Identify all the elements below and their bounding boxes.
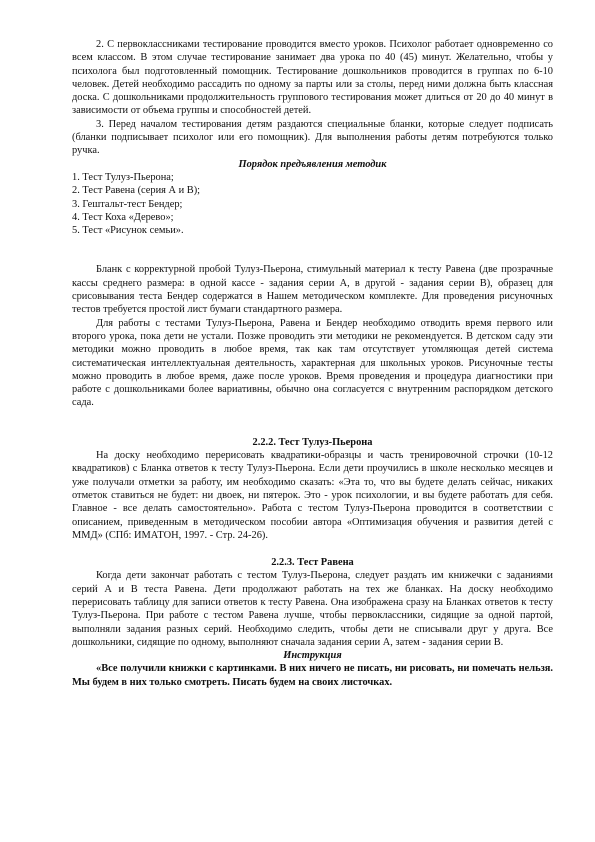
document-page	[72, 38, 553, 689]
paragraph-raven: Когда дети закончат работать с тестом Тулуз-Пьерона, следует раздать им книжечки с заданиями серий А и В теста Равена. Дети продолжают работать на тех же бланках. На доску необходимо перерисовать таблицу для записи ответов к тесту Равена. Она изображена сразу на Бланках ответов к тесту Тулуз-Пьерона. При работе с тестом Равена лучше, чтобы первоклассники, сидящие за одной партой, выполняли задания разных серий. Необходимо следить, чтобы дети не списывали друг у друга. Все дошкольники, сидящие по одному, выполняют сначала задания серии А, затем - задания серии В.	[72, 570, 553, 648]
section-heading-raven: 2.2.3. Тест Равена	[271, 557, 354, 569]
list-item: 5. Тест «Рисунок семьи».	[72, 225, 184, 237]
spacer	[72, 542, 553, 556]
spacer	[72, 237, 553, 263]
list-item: 3. Гештальт-тест Бендер;	[72, 198, 183, 210]
list-item: 1. Тест Тулуз-Пьерона;	[72, 171, 174, 183]
list-item: 2. Тест Равена (серия А и В);	[72, 185, 201, 197]
paragraph-timing: Для работы с тестами Тулуз-Пьерона, Равена и Бендер необходимо отводить время первого или второго урока, пока дети не устали. Позже проводить эти методики не рекомендуется. В детском саду эти методики можно проводить в любое время, так как там отсутствует утомляющая детей система систематическая интеллектуальная деятельность, характерная для школьных уроков. Рисуночные тесты можно проводить в любое время, даже после уроков. Время проведения и процедура диагностики при работе с дошкольниками более вариативны, обычно она согласуется с внутренним распорядком детского сада.	[72, 317, 553, 409]
section-heading-toulouse: 2.2.2. Тест Тулуз-Пьерона	[252, 436, 373, 448]
methods-list	[72, 171, 553, 237]
paragraph-toulouse: На доску необходимо перерисовать квадратики-образцы и часть тренировочной строчки (10-12 квадратиков) с Бланка ответов к тесту Тулуз-Пьерона. Если дети проучились в школе несколько месяцев и уже получали отметки за работу, им необходимо сказать: «Эта то, что вы будете делать сейчас, никаких отметок ставиться не будет: ни двоек, ни пятерок. Это - урок психологии, и вы будете работать для себя. Главное - все делать самостоятельно». Работа с тестом Тулуз-Пьерона проводится в соответствии с описанием, приведенным в методическом пособии автора «Оптимизация обучения и развития детей с ММД» (СПб: ИМАТОН, 1997. - Стр. 24-26).	[72, 450, 553, 541]
paragraph-first-graders: 2. С первоклассниками тестирование проводится вместо уроков. Психолог работает одновременно со всем классом. В этом случае тестирование занимает два урока по 40 (45) минут. Желательно, чтобы у психолога был подготовленный помощник. Тестирование дошкольников проводится в группах по 6-10 человек. Детей необходимо рассадить по одному за парты или за столы, перед ними должна быть классная доска. С дошкольниками продолжительность группового тестирования может длиться от 20 до 40 минут в зависимости от объема группы и способностей детей.	[72, 39, 553, 117]
spacer	[72, 410, 553, 436]
paragraph-blanks: 3. Перед началом тестирования детям раздаются специальные бланки, которые следует подписать (бланки подписывает психолог или его помощник). Для выполнения работы детям потребуются только ручка.	[72, 118, 553, 157]
instruction-text: «Все получили книжки с картинками. В них ничего не писать, ни рисовать, ни помечать нельзя. Мы будем в них только смотреть. Писать будем на своих листочках.	[72, 663, 553, 688]
order-heading: Порядок предъявления методик	[238, 158, 387, 170]
list-item: 4. Тест Коха «Дерево»;	[72, 211, 174, 223]
paragraph-materials: Бланк с корректурной пробой Тулуз-Пьерона, стимульный материал к тесту Равена (две прозрачные кассы среднего размера: в одной кассе - задания серии А, в другой - задания серии В), образец для срисовывания теста Бендер содержатся в Нашем методическом комплекте. Для проведения рисуночных тестов требуется простой лист бумаги стандартного размера.	[72, 264, 553, 316]
instruction-heading: Инструкция	[283, 650, 342, 662]
